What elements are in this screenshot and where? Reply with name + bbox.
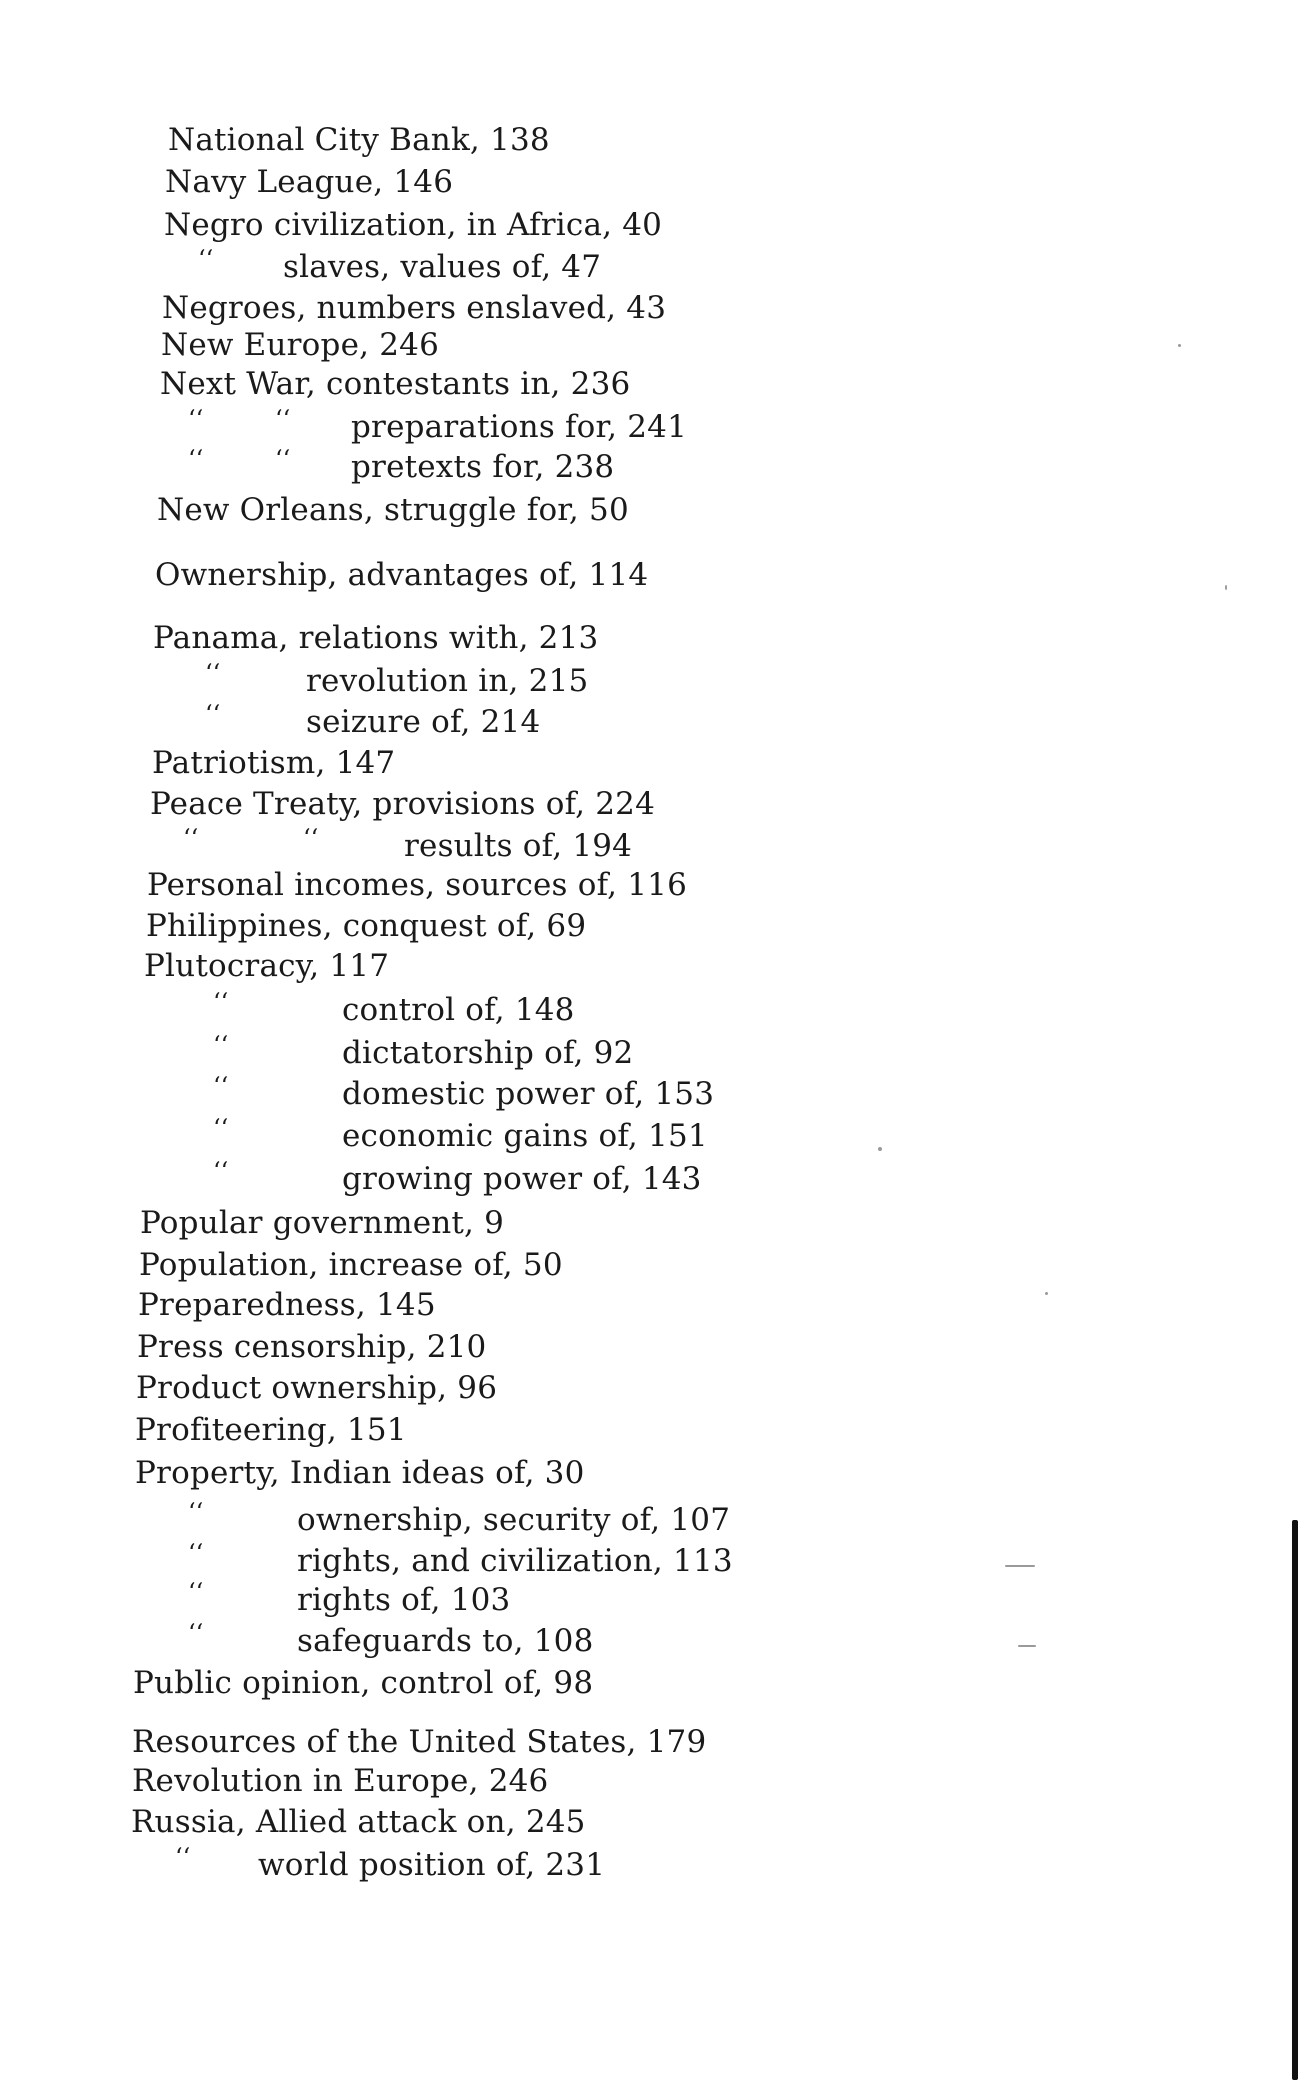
index-subentry: economic gains of, 151 — [342, 1118, 708, 1154]
index-subentry: ownership, security of, 107 — [297, 1502, 731, 1538]
ditto-mark: ‘‘ — [213, 1157, 229, 1185]
index-entry: New Orleans, struggle for, 50 — [157, 492, 629, 528]
ditto-mark: ‘‘ — [188, 1498, 204, 1526]
ditto-mark: ‘‘ — [275, 405, 291, 433]
index-subentry: safeguards to, 108 — [297, 1623, 594, 1659]
ditto-mark: ‘‘ — [213, 1114, 229, 1142]
index-entry: Negro civilization, in Africa, 40 — [164, 207, 663, 243]
index-entry: Next War, contestants in, 236 — [160, 366, 631, 402]
index-entry: Peace Treaty, provisions of, 224 — [150, 786, 656, 822]
index-entry: Product ownership, 96 — [136, 1370, 498, 1406]
ditto-mark: ‘‘ — [188, 405, 204, 433]
index-subentry: rights of, 103 — [297, 1582, 511, 1618]
page-edge-shadow — [1292, 1520, 1298, 2080]
ditto-mark: ‘‘ — [188, 1619, 204, 1647]
index-subentry: results of, 194 — [404, 828, 633, 864]
index-entry: Property, Indian ideas of, 30 — [135, 1455, 585, 1491]
ditto-mark: ‘‘ — [303, 824, 319, 852]
index-entry: Public opinion, control of, 98 — [133, 1665, 594, 1701]
index-entry: Popular government, 9 — [140, 1205, 505, 1241]
index-subentry: preparations for, 241 — [351, 409, 688, 445]
index-entry: Preparedness, 145 — [138, 1287, 436, 1323]
ditto-mark: ‘‘ — [205, 659, 221, 687]
ditto-mark: ‘‘ — [198, 245, 214, 273]
index-entry: Plutocracy, 117 — [144, 948, 390, 984]
index-entry: Navy League, 146 — [165, 164, 454, 200]
ditto-mark: ‘‘ — [213, 988, 229, 1016]
ditto-mark: ‘‘ — [175, 1843, 191, 1871]
index-entry: Ownership, advantages of, 114 — [155, 557, 649, 593]
ditto-mark: ‘‘ — [188, 1539, 204, 1567]
index-entry: Revolution in Europe, 246 — [132, 1763, 549, 1799]
index-subentry: rights, and civilization, 113 — [297, 1543, 733, 1579]
index-subentry: revolution in, 215 — [306, 663, 589, 699]
index-subentry: dictatorship of, 92 — [342, 1035, 634, 1071]
ditto-mark: ‘‘ — [188, 1578, 204, 1606]
paper-speck — [1225, 585, 1227, 590]
ditto-mark: ‘‘ — [213, 1072, 229, 1100]
paper-speck — [1178, 344, 1181, 347]
index-entry: National City Bank, 138 — [168, 122, 550, 158]
index-subentry: control of, 148 — [342, 992, 575, 1028]
index-entry: Personal incomes, sources of, 116 — [147, 867, 688, 903]
ditto-mark: ‘‘ — [188, 445, 204, 473]
paper-speck — [1018, 1645, 1036, 1647]
index-entry: Philippines, conquest of, 69 — [146, 908, 587, 944]
index-entry: Profiteering, 151 — [135, 1412, 407, 1448]
index-subentry: slaves, values of, 47 — [283, 249, 602, 285]
index-subentry: growing power of, 143 — [342, 1161, 702, 1197]
paper-speck — [878, 1147, 882, 1151]
paper-speck — [1005, 1565, 1035, 1567]
ditto-mark: ‘‘ — [213, 1031, 229, 1059]
index-subentry: seizure of, 214 — [306, 704, 541, 740]
ditto-mark: ‘‘ — [275, 445, 291, 473]
index-subentry: domestic power of, 153 — [342, 1076, 715, 1112]
index-entry: Resources of the United States, 179 — [132, 1724, 707, 1760]
index-entry: Russia, Allied attack on, 245 — [131, 1804, 586, 1840]
index-entry: Press censorship, 210 — [137, 1329, 487, 1365]
index-entry: Negroes, numbers enslaved, 43 — [162, 290, 667, 326]
index-entry: New Europe, 246 — [161, 327, 440, 363]
index-subentry: pretexts for, 238 — [351, 449, 615, 485]
index-entry: Population, increase of, 50 — [139, 1247, 563, 1283]
ditto-mark: ‘‘ — [183, 824, 199, 852]
index-subentry: world position of, 231 — [258, 1847, 606, 1883]
index-entry: Panama, relations with, 213 — [153, 620, 599, 656]
ditto-mark: ‘‘ — [205, 700, 221, 728]
paper-speck — [1045, 1292, 1048, 1295]
index-entry: Patriotism, 147 — [152, 745, 396, 781]
